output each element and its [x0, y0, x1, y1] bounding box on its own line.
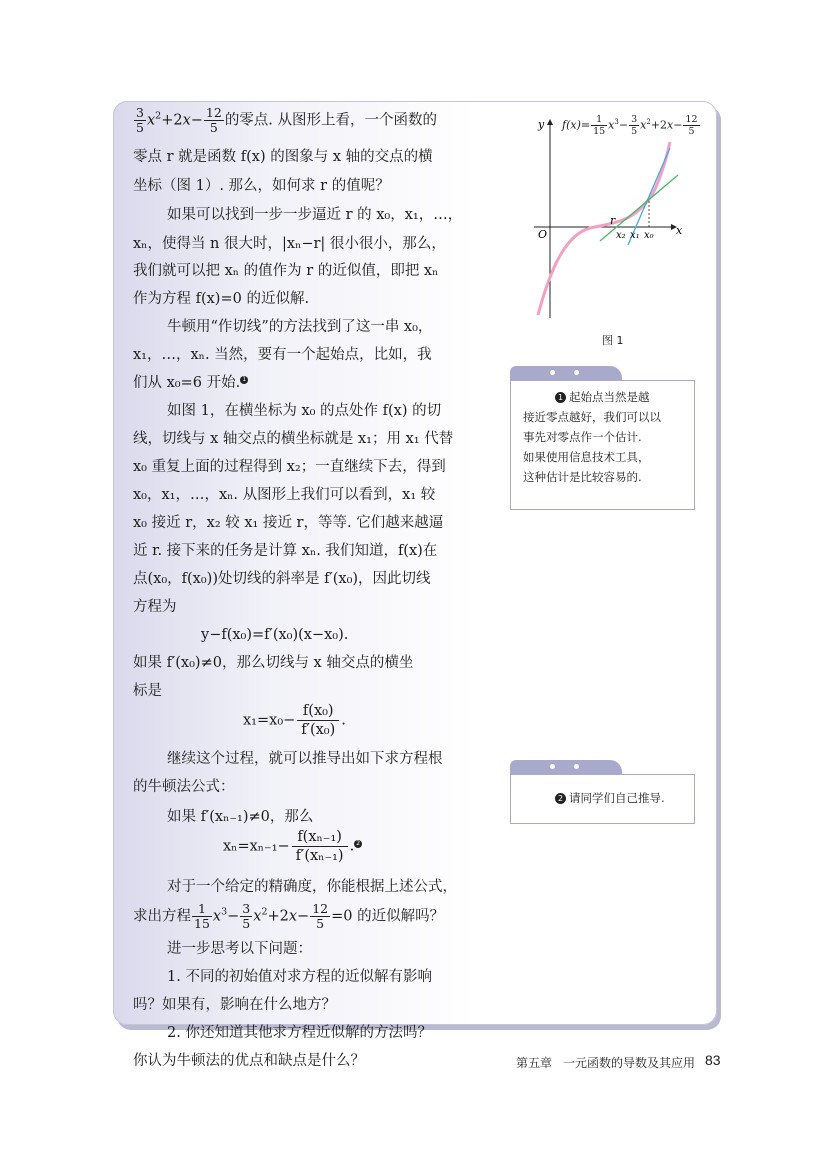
side-note-1 [510, 366, 697, 514]
text-line-22: 的牛顿法公式： [133, 779, 235, 795]
text-line-24: 对于一个给定的精确度，你能根据上述公式， [167, 879, 457, 895]
origin-label: O [538, 228, 548, 241]
text-line-16: 近 r. 接下来的任务是计算 xₙ. 我们知道，f(x)在 [133, 543, 438, 559]
text-line-28: 吗？如果有，影响在什么地方？ [133, 997, 336, 1013]
footer-chapter: 第五章 [516, 1056, 553, 1070]
footnote-marker-1: 1 [240, 376, 248, 384]
root-label-r: r [610, 214, 616, 227]
newton-method-graph [530, 110, 710, 325]
page-number: 83 [705, 1052, 721, 1068]
text-line-2: 零点 r 就是函数 f(x) 的图象与 x 轴的交点的横 [133, 149, 433, 165]
text-line-25: 求出方程 $\frac{1}{15}$ $x^3-$ $\frac{3}{5}$ $x^2+2x-$ $\frac{12}{5}$ =0 的近似解吗？ [133, 901, 445, 931]
text-line-11: 如图 1，在横坐标为 x₀ 的点处作 f(x) 的切 [167, 403, 442, 419]
axis-label-x: x [676, 224, 683, 237]
text-line-9: x₁，…，xₙ. 当然，要有一个起始点，比如，我 [133, 347, 432, 363]
text-line-17: 点(x₀，f(x₀))处切线的斜率是 f′(x₀)，因此切线 [133, 571, 431, 587]
equation-tangent-line: y−f(x₀)=f′(x₀)(x−x₀). [201, 627, 349, 643]
text-line-30: 你认为牛顿法的优点和缺点是什么？ [133, 1053, 365, 1069]
text-line-21: 继续这个过程，就可以推导出如下求方程根 [167, 751, 443, 767]
text-line-13: x₀ 重复上面的过程得到 x₂；一直继续下去，得到 [133, 459, 446, 475]
function-curve [538, 142, 670, 315]
text-line-1: $\frac{3}{5}$ $x^2+2x-$ $\frac{12}{5}$ 的零点. 从图形上看，一个函数的 [136, 105, 438, 135]
text-line-4: 如果可以找到一步一步逼近 r 的 x₀，x₁，…， [167, 207, 463, 223]
text-line-8: 牛顿用“作切线”的方法找到了这一串 x₀， [167, 319, 433, 335]
label-x2: x₂ [616, 230, 626, 241]
text-line-5: xₙ，使得当 n 很大时，|xₙ−r| 很小很小，那么， [133, 236, 446, 252]
note-tab [510, 366, 622, 380]
figure-caption: 图 1 [602, 334, 624, 347]
equation-x1: x₁=x₀− $\frac{\text{f(x₀)}}{\text{f′(x₀)}}$ . [243, 703, 346, 738]
text-line-27: 1. 不同的初始值对求方程的近似解有影响 [167, 969, 432, 985]
text-line-3: 坐标（图 1）. 那么，如何求 r 的值呢？ [133, 178, 390, 194]
text-line-18: 方程为 [133, 599, 177, 615]
text-line-19: 如果 f′(x₀)≠0，那么切线与 x 轴交点的横坐 [133, 655, 414, 671]
text-line-29: 2. 你还知道其他求方程近似解的方法吗？ [167, 1025, 432, 1041]
note-number-1: 1 [555, 392, 566, 403]
text-line-26: 进一步思考以下问题： [167, 941, 312, 957]
note-tab [510, 760, 622, 774]
text-line-20: 标是 [133, 683, 162, 699]
text-line-14: x₀，x₁，…，xₙ. 从图形上我们可以看到，x₁ 较 [133, 487, 436, 503]
note-box: 2 请同学们自己推导. [510, 774, 695, 824]
side-note-2 [510, 760, 697, 826]
label-x0: x₀ [644, 230, 654, 241]
text-line-15: x₀ 接近 r，x₂ 较 x₁ 接近 r，等等. 它们越来越逼 [133, 515, 444, 531]
text-line-12: 线，切线与 x 轴交点的横坐标就是 x₁；用 x₁ 代替 [133, 431, 454, 447]
figure-1 [530, 110, 710, 325]
footnote-marker-2: 2 [354, 840, 362, 848]
text-line-6: 我们就可以把 xₙ 的值作为 r 的近似值，即把 xₙ [133, 263, 439, 279]
text-line-10: 们从 x₀=6 开始. 1 [133, 374, 481, 392]
label-x1: x₁ [630, 230, 640, 241]
note-box: 1 起始点当然是越 接近零点越好，我们可以以 事先对零点作一个估计. 如果使用信息技术工具， 这种估计是比较容易的. [510, 380, 695, 510]
text-line-23: 如果 f′(xₙ₋₁)≠0，那么 [167, 809, 314, 825]
note-number-2: 2 [555, 793, 566, 804]
axis-label-y: y [538, 118, 545, 131]
text-line-7: 作为方程 f(x)=0 的近似解. [133, 291, 310, 307]
equation-newton-formula: xₙ=xₙ₋₁− $\frac{\text{f(xₙ₋₁)}}{\text{f′(xₙ₋₁)}}$ . 2 [223, 828, 571, 865]
footer-title: 一元函数的导数及其应用 [563, 1056, 696, 1070]
function-formula: f(x)= $\frac{1}{15}$ $x^3-$ $\frac{3}{5}$ $x^2+2x-$ $\frac{12}{5}$ [562, 114, 698, 137]
